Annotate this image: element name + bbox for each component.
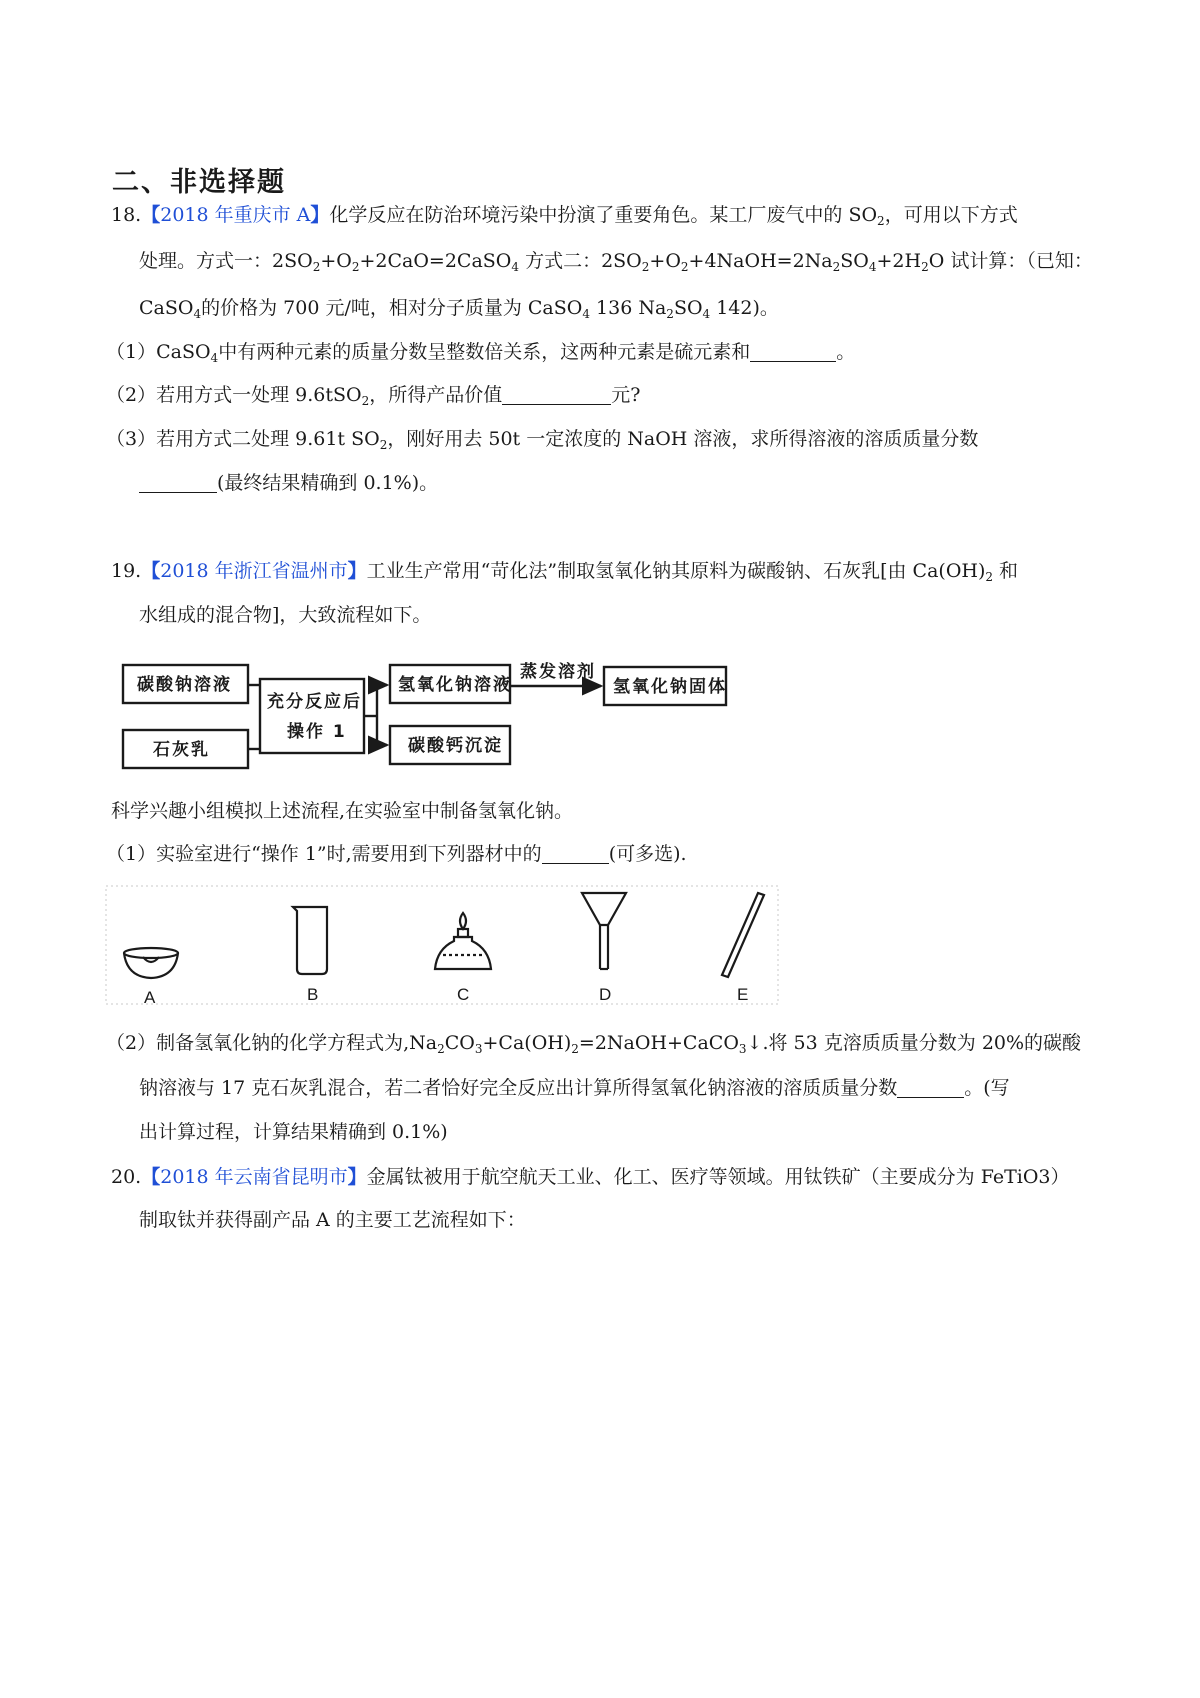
section-title: 二、非选择题 bbox=[112, 167, 286, 198]
flow-step-bottom-label: 操作 1 bbox=[287, 722, 347, 742]
q19-part-2-line-3: 出计算过程，计算结果精确到 0.1%) bbox=[139, 1121, 448, 1143]
beaker-icon bbox=[293, 907, 327, 974]
apparatus-label-d: D bbox=[599, 985, 612, 1004]
alcohol-lamp-icon bbox=[435, 913, 491, 969]
evaporating-dish-icon bbox=[124, 948, 178, 978]
q19-source: 2018 年浙江省温州市 bbox=[160, 560, 348, 582]
q19-number: 19. bbox=[111, 560, 142, 582]
apparatus-figure bbox=[105, 885, 779, 1010]
flow-final-label: 氢氧化钠固体 bbox=[613, 677, 727, 697]
q19-part-1: （1）实验室进行“操作 1”时,需要用到下列器材中的 (可多选). bbox=[106, 843, 687, 865]
answer-blank bbox=[502, 384, 611, 405]
answer-blank bbox=[542, 843, 609, 864]
flow-out1-label: 氢氧化钠溶液 bbox=[398, 675, 512, 695]
q19-line-1: 19.【2018 年浙江省温州市】工业生产常用“苛化法”制取氢氧化钠其原料为碳酸钠、石灰乳[由 $Ca(OH)_2$ 和 bbox=[111, 560, 1019, 584]
q20-line-2: 制取钛并获得副产品 A 的主要工艺流程如下： bbox=[139, 1209, 526, 1231]
answer-blank bbox=[139, 472, 217, 493]
flow-input2-label: 石灰乳 bbox=[153, 740, 210, 760]
q18-source: 2018 年重庆市 A bbox=[160, 204, 311, 226]
funnel-icon bbox=[582, 893, 626, 969]
process-flow-diagram bbox=[115, 658, 735, 776]
q19-part-2-line-2: 钠溶液与 17 克石灰乳混合，若二者恰好完全反应出计算所得氢氧化钠溶液的溶质质量分数 。(写 bbox=[139, 1077, 1010, 1099]
q19-line-2: 水组成的混合物]，大致流程如下。 bbox=[139, 604, 432, 626]
answer-blank bbox=[897, 1077, 964, 1098]
flow-input1-label: 碳酸钠溶液 bbox=[137, 675, 232, 695]
q18-part-1: （1）CaSO$_4$中有两种元素的质量分数呈整数倍关系，这两种元素是硫元素和 。 bbox=[106, 341, 856, 365]
q18-line-2: 处理。方式一：$2SO_2+O_2+2CaO=2CaSO_4$ 方式二：$2SO_2+O_2+4NaOH=2Na_2SO_4+2H_2O$ 试计算：（已知： bbox=[139, 250, 1093, 274]
q18-line-1: 18.【2018 年重庆市 A】化学反应在防治环境污染中扮演了重要角色。某工厂废气中的 $SO_2$，可用以下方式 bbox=[111, 204, 1018, 228]
q18-part-3-cont: (最终结果精确到 0.1%)。 bbox=[139, 471, 438, 495]
q19-part-2: （2）制备氢氧化钠的化学方程式为$,Na_2CO_3+Ca(OH)_2=2NaOH+CaCO_3↓$.将 53 克溶质质量分数为 20%的碳酸 bbox=[106, 1032, 1082, 1056]
q18-line-3: CaSO$_4$的价格为 700 元/吨，相对分子质量为 CaSO$_4$ 136 $Na_2SO_4$ 142)。 bbox=[139, 297, 779, 321]
apparatus-label-b: B bbox=[307, 985, 319, 1004]
apparatus-label-e: E bbox=[737, 985, 749, 1004]
q18-part-2: （2）若用方式一处理 9.6tSO$_2$，所得产品价值 元? bbox=[106, 384, 641, 408]
glass-rod-icon bbox=[722, 893, 764, 977]
apparatus-label-c: C bbox=[457, 985, 470, 1004]
answer-blank bbox=[750, 341, 836, 362]
q20-source: 2018 年云南省昆明市 bbox=[160, 1166, 348, 1188]
flow-step-top-label: 充分反应后 bbox=[267, 692, 362, 712]
q20-number: 20. bbox=[111, 1166, 142, 1188]
q18-number: 18. bbox=[111, 204, 142, 226]
apparatus-label-a: A bbox=[144, 988, 156, 1007]
flow-evap-label: 蒸发溶剂 bbox=[520, 662, 596, 682]
q19-after-flow: 科学兴趣小组模拟上述流程,在实验室中制备氢氧化钠。 bbox=[111, 800, 574, 822]
flow-out2-label: 碳酸钙沉淀 bbox=[408, 736, 503, 756]
q20-line-1: 20.【2018 年云南省昆明市】金属钛被用于航空航天工业、化工、医疗等领域。用钛铁矿（主要成分为 FeTiO3） bbox=[111, 1166, 1070, 1188]
q18-part-3: （3）若用方式二处理 9.61t $SO_2$，刚好用去 50t 一定浓度的 NaOH 溶液，求所得溶液的溶质质量分数 bbox=[106, 428, 979, 452]
